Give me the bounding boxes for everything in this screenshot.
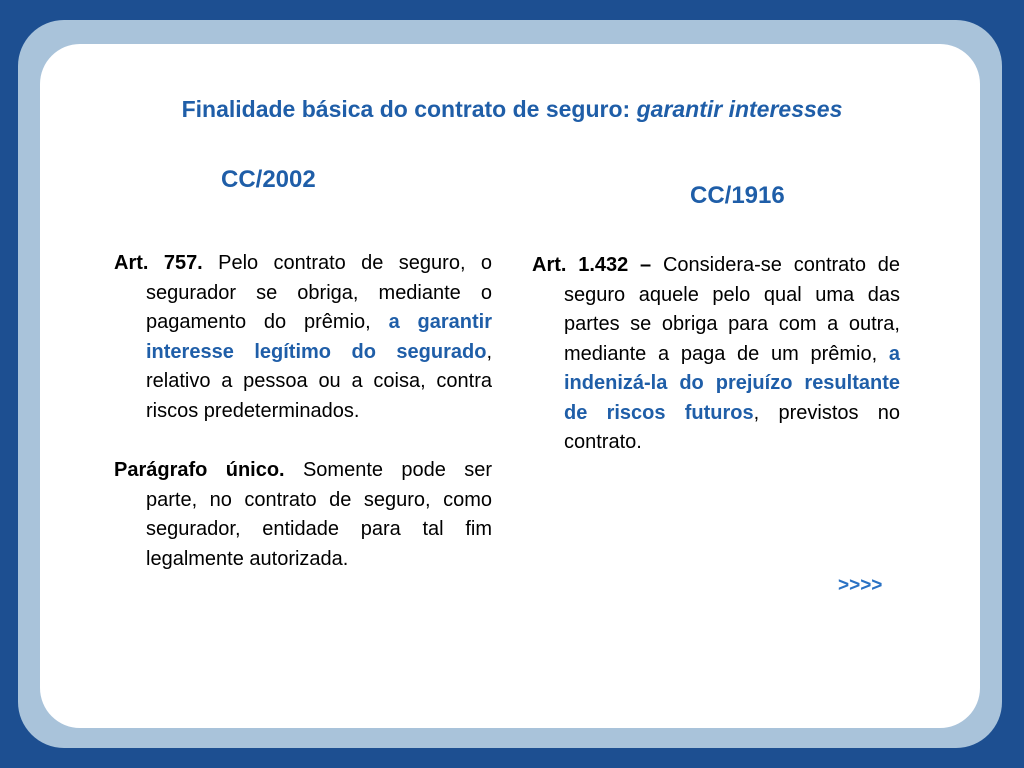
paragrafo-unico-label: Parágrafo único. <box>114 459 285 481</box>
next-slide-link[interactable]: >>>> <box>838 575 883 596</box>
slide-title-italic: garantir interesses <box>636 96 843 122</box>
article-1432-highlight: a indenizá-la do prejuízo resultante de riscos futuros <box>564 342 900 424</box>
article-757-label: Art. 757. <box>114 252 203 274</box>
heading-cc1916: CC/1916 <box>690 182 785 209</box>
article-1432-text-1: Considera-se contrato de seguro aquele pelo qual uma das partes se obriga para com a outra, mediante a paga de um prêmio, <box>564 254 900 365</box>
column-cc1916 <box>532 251 900 458</box>
article-757-text-2: , relativo a pessoa ou a coisa, contra riscos predeterminados. <box>146 340 492 422</box>
slide-title <box>0 96 1024 123</box>
article-1432 <box>532 251 900 458</box>
paragrafo-unico <box>114 456 492 574</box>
article-757-highlight: a garantir interesse legítimo do segurado <box>146 311 492 363</box>
article-757-text-1: Pelo contrato de seguro, o segurador se obriga, mediante o pagamento do prêmio, <box>146 252 492 333</box>
column-cc2002 <box>114 249 492 574</box>
slide-title-main: Finalidade básica do contrato de seguro: <box>181 96 637 122</box>
article-1432-text-2: , previstos no contrato. <box>564 401 900 453</box>
heading-cc2002: CC/2002 <box>221 166 316 193</box>
article-1432-label: Art. 1.432 – <box>532 254 652 276</box>
article-757 <box>114 249 492 426</box>
paragrafo-unico-text: Somente pode ser parte, no contrato de seguro, como segurador, entidade para tal fim legalmente autorizada. <box>146 459 492 570</box>
